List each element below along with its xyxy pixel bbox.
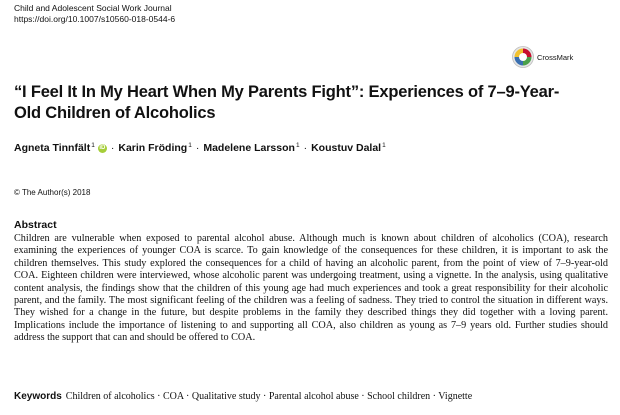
affiliation-marker: 1 bbox=[382, 141, 386, 149]
author-separator: · bbox=[195, 142, 200, 154]
affiliation-marker: 1 bbox=[91, 141, 95, 149]
author-name[interactable]: Karin Fröding bbox=[118, 142, 188, 154]
abstract-heading: Abstract bbox=[14, 219, 57, 231]
abstract-text: Children are vulnerable when exposed to parental alcohol abuse. Although much is known about children of alcoholics (COA), research examining the experiences of younger COA is scarce. To gain knowledge of the consequences for these children, it is important to ask the children themselves. This study explored the consequences for a child of having an alcoholic parent, from the point of view of 7–9-year-old COA. Eighteen children were interviewed, whose alcoholic parent was undergoing treatment, using a vignette. In the analysis, using qualitative content analysis, the findings show that the children of this young age had much experiences and took a great responsibility for their alcoholic parent, and the family. The most significant feeling of the children was a feeling of sadness. They tried to control the situation in different ways. They wished for a change in the future, but despite problems in the family they described things they did together with a loving parent. Implications include the importance of listening to and supporting all COA, also children as young as 7–9 years old. Further studies should address the support that can and should be offered to COA. bbox=[14, 233, 608, 344]
crossmark-label: CrossMark bbox=[537, 52, 574, 62]
crossmark-badge[interactable] bbox=[512, 46, 573, 68]
article-title: “I Feel It In My Heart When My Parents Fight”: Experiences of 7–9-Year-Old Children of Alcoholics bbox=[14, 83, 560, 122]
affiliation-marker: 1 bbox=[188, 141, 192, 149]
author-name[interactable]: Koustuv Dalal bbox=[311, 142, 382, 154]
author-name[interactable]: Agneta Tinnfält bbox=[14, 142, 91, 154]
orcid-icon[interactable]: iD bbox=[99, 144, 106, 151]
author-separator: · bbox=[110, 142, 115, 154]
author-separator: · bbox=[303, 142, 308, 154]
author-list bbox=[14, 142, 386, 154]
keywords-label: Keywords bbox=[14, 391, 62, 402]
keywords-line bbox=[14, 391, 472, 402]
doi-link[interactable]: https://doi.org/10.1007/s10560-018-0544-6 bbox=[14, 14, 176, 24]
crossmark-icon bbox=[512, 46, 534, 68]
journal-name: Child and Adolescent Social Work Journal bbox=[14, 3, 172, 13]
author-name[interactable]: Madelene Larsson bbox=[203, 142, 295, 154]
journal-header bbox=[14, 3, 175, 25]
keywords-list: Children of alcoholics · COA · Qualitative study · Parental alcohol abuse · School children · Vignette bbox=[65, 391, 473, 402]
affiliation-marker: 1 bbox=[295, 141, 300, 149]
copyright-notice: © The Author(s) 2018 bbox=[14, 188, 91, 197]
